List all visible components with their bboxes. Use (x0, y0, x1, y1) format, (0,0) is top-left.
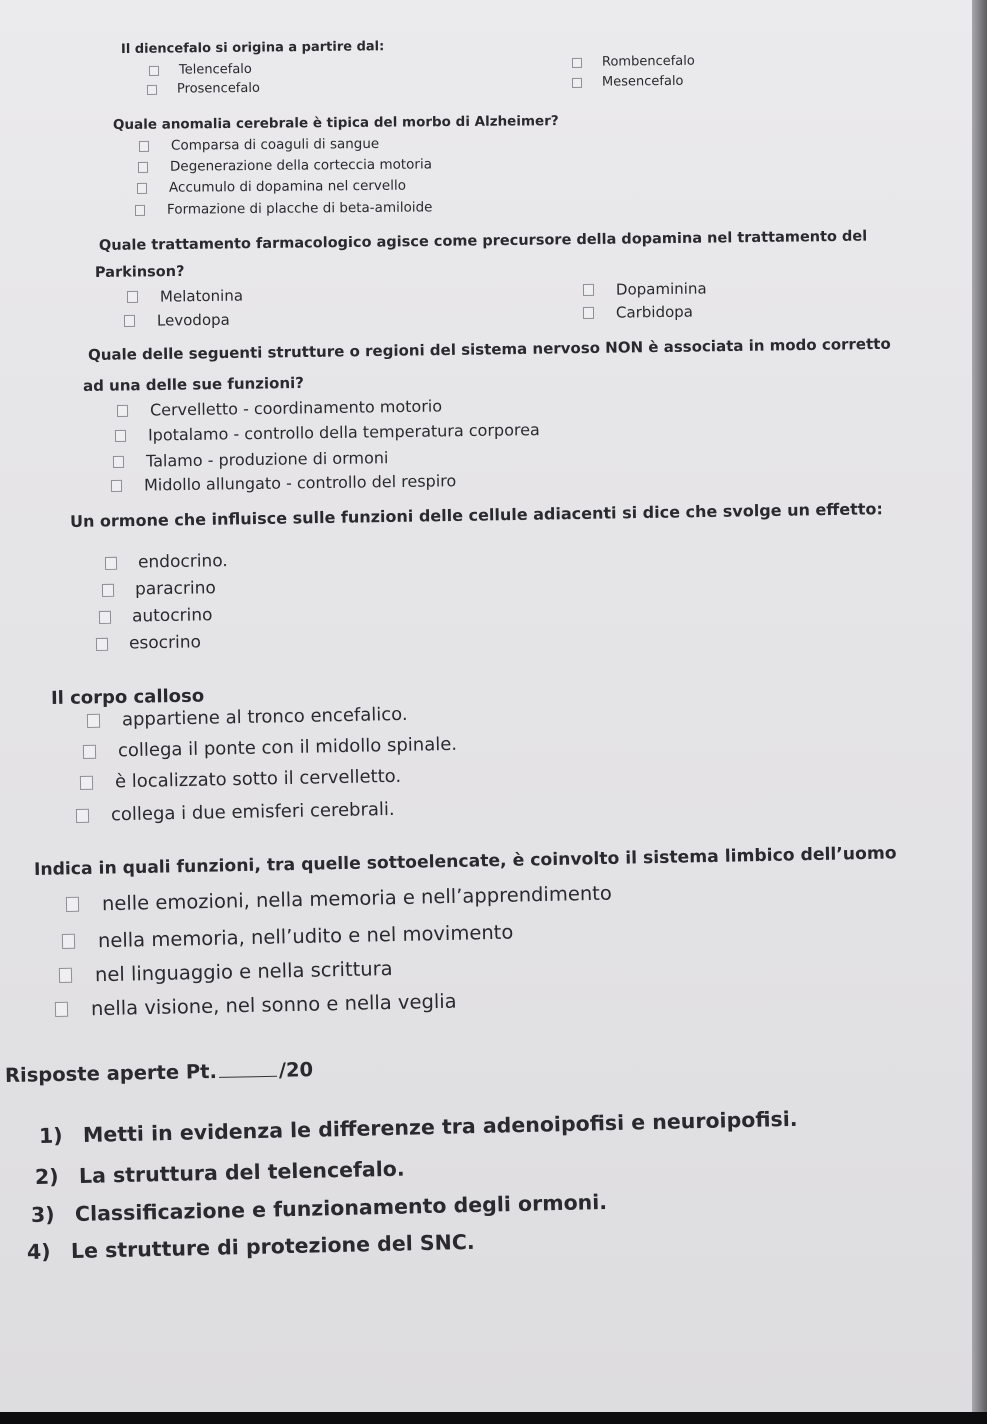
option-label: appartiene al tronco encefalico. (121, 703, 408, 731)
option-2-d[interactable] (135, 199, 433, 218)
open-question-text: Classificazione e funzionamento degli ormoni. (74, 1189, 608, 1226)
option-2-b[interactable] (138, 156, 432, 175)
option-label: autocrino (131, 605, 213, 627)
open-question-text: Le strutture di protezione del SNC. (70, 1229, 475, 1263)
open-question-number: 3) (30, 1202, 55, 1227)
option-4-c[interactable] (113, 448, 389, 471)
option-label: Accumulo di dopamina nel cervello (168, 177, 407, 196)
checkbox[interactable] (62, 934, 75, 949)
bottom-border (0, 1412, 987, 1424)
open-question-number: 4) (26, 1239, 51, 1264)
checkbox[interactable] (147, 84, 157, 94)
option-3-b[interactable] (583, 279, 707, 299)
option-label: Prosencefalo (176, 80, 260, 97)
checkbox[interactable] (80, 775, 93, 789)
option-3-a[interactable] (127, 287, 243, 306)
checkbox[interactable] (115, 429, 126, 441)
checkbox[interactable] (117, 404, 128, 416)
option-1-a[interactable] (149, 62, 252, 78)
option-label: Ipotalamo - controllo della temperatura corporea (147, 420, 540, 445)
checkbox[interactable] (149, 65, 159, 75)
option-label: Mesencefalo (601, 73, 684, 90)
option-label: Cervelletto - coordinamento motorio (149, 396, 443, 420)
option-label: endocrino. (137, 551, 228, 573)
option-label: nel linguaggio e nella scrittura (94, 957, 393, 987)
checkbox[interactable] (139, 140, 149, 151)
option-label: Degenerazione della corteccia motoria (169, 156, 433, 175)
option-label: nella visione, nel sonno e nella veglia (90, 989, 457, 1021)
checkbox[interactable] (99, 610, 111, 623)
question-3-title-line1: Quale trattamento farmacologico agisce come precursore della dopamina nel trattamento del (98, 228, 868, 254)
checkbox[interactable] (572, 57, 582, 67)
option-2-c[interactable] (137, 178, 406, 196)
checkbox[interactable] (111, 479, 122, 491)
score-blank[interactable] (219, 1076, 277, 1078)
option-5-b[interactable] (102, 578, 216, 600)
question-6-title: Il corpo calloso (50, 685, 205, 709)
paper-edge-shadow (972, 0, 987, 1412)
checkbox[interactable] (124, 315, 135, 327)
option-label: paracrino (134, 578, 217, 600)
option-1-c[interactable] (147, 81, 260, 97)
option-label: Rombencefalo (601, 53, 695, 70)
option-label: Carbidopa (615, 302, 694, 322)
checkbox[interactable] (572, 77, 582, 87)
option-1-d[interactable] (572, 74, 684, 90)
question-4-title-line1: Quale delle seguenti strutture o regioni del sistema nervoso NON è associata in modo corretto (87, 334, 891, 364)
checkbox[interactable] (55, 1002, 68, 1017)
option-label: nella memoria, nell’udito e nel movimento (97, 920, 514, 953)
question-5-title: Un ormone che influisce sulle funzioni delle cellule adiacenti si dice che svolge un effetto: (69, 499, 883, 531)
option-label: è localizzato sotto il cervelletto. (114, 765, 402, 793)
checkbox[interactable] (76, 808, 89, 822)
question-1-title: Il diencefalo si origina a partire dal: (120, 39, 385, 57)
checkbox[interactable] (66, 897, 79, 912)
open-answers-label: Risposte aperte Pt. (4, 1059, 218, 1087)
open-question-text: La struttura del telencefalo. (78, 1156, 405, 1188)
option-label: nelle emozioni, nella memoria e nell’apprendimento (101, 881, 612, 916)
question-7-title: Indica in quali funzioni, tra quelle sottoelencate, è coinvolto il sistema limbico dell’uomo (33, 843, 897, 880)
question-4-title-line2: ad una delle sue funzioni? (82, 373, 305, 395)
open-question-number: 1) (38, 1123, 63, 1148)
checkbox[interactable] (83, 744, 96, 758)
checkbox[interactable] (102, 583, 114, 596)
question-2-title: Quale anomalia cerebrale è tipica del morbo di Alzheimer? (112, 113, 559, 133)
checkbox[interactable] (113, 455, 124, 467)
option-label: Formazione di placche di beta-amiloide (166, 199, 433, 218)
option-label: esocrino (128, 632, 202, 654)
checkbox[interactable] (583, 307, 594, 319)
checkbox[interactable] (87, 713, 100, 727)
option-label: collega il ponte con il midollo spinale. (117, 733, 458, 762)
option-label: Melatonina (159, 286, 244, 306)
option-2-a[interactable] (139, 136, 379, 154)
checkbox[interactable] (583, 284, 594, 296)
option-5-d[interactable] (96, 632, 201, 654)
open-question-text: Metti in evidenza le differenze tra adenoipofisi e neuroipofisi. (82, 1106, 798, 1147)
option-label: collega i due emisferi cerebrali. (110, 798, 395, 826)
option-label: Midollo allungato - controllo del respiro (143, 471, 457, 495)
checkbox[interactable] (59, 968, 72, 983)
open-question-number: 2) (34, 1164, 59, 1189)
checkbox[interactable] (137, 182, 147, 193)
option-label: Comparsa di coaguli di sangue (170, 135, 380, 154)
option-label: Talamo - produzione di ormoni (145, 448, 389, 471)
checkbox[interactable] (105, 556, 117, 569)
option-label: Telencefalo (178, 61, 252, 78)
checkbox[interactable] (96, 637, 108, 650)
option-label: Dopaminina (615, 279, 707, 299)
option-3-c[interactable] (124, 311, 230, 330)
checkbox[interactable] (127, 291, 138, 303)
option-3-d[interactable] (583, 303, 693, 322)
checkbox[interactable] (138, 161, 148, 172)
checkbox[interactable] (135, 204, 145, 215)
open-answers-score: /20 (278, 1058, 314, 1082)
option-5-c[interactable] (99, 605, 213, 627)
question-3-title-line2: Parkinson? (94, 263, 185, 281)
option-label: Levodopa (156, 310, 230, 330)
option-5-a[interactable] (105, 551, 228, 573)
option-1-b[interactable] (572, 54, 695, 70)
